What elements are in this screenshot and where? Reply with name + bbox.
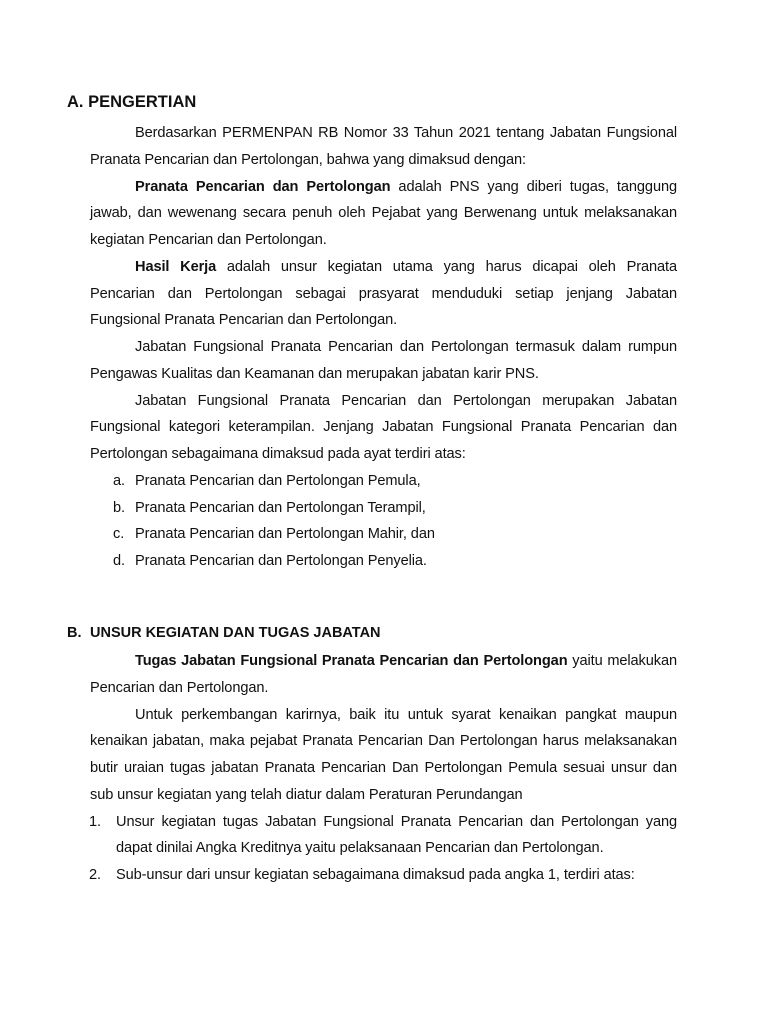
section-b-letter: B.: [67, 625, 82, 641]
unsur-list: [89, 809, 677, 889]
list-marker: 2.: [89, 867, 101, 883]
list-marker: 1.: [89, 813, 101, 830]
term-tugas-jabatan: Tugas Jabatan Fungsional Pranata Pencarian dan Pertolongan: [135, 653, 568, 669]
paragraph-tugas-jabatan: [90, 648, 677, 702]
list-marker: d.: [113, 553, 125, 569]
section-b-heading: [67, 625, 381, 641]
definition-tugas-jabatan: yaitu melakukan Pencarian dan Pertolongan.: [90, 653, 678, 696]
list-marker: c.: [113, 526, 125, 543]
paragraph-definition-hasil-kerja: [90, 254, 677, 334]
paragraph-jenjang: Jabatan Fungsional Pranata Pencarian dan Pertolongan merupakan Jabatan Fungsional kategori keterampilan. Jenjang Jabatan Fungsional Pranata Pencarian dan Pertolongan sebagaimana dimaksud pada ayat terdiri atas:: [90, 392, 677, 462]
section-a-body: [90, 120, 677, 575]
paragraph-rumpun: Jabatan Fungsional Pranata Pencarian dan Pertolongan termasuk dalam rumpun Pengawas Kualitas dan Keamanan dan merupakan jabatan karir PNS.: [90, 339, 677, 382]
list-item-text: Sub-unsur dari unsur kegiatan sebagaimana dimaksud pada angka 1, terdiri atas:: [116, 867, 635, 883]
paragraph-legal-basis: Berdasarkan PERMENPAN RB Nomor 33 Tahun 2021 tentang Jabatan Fungsional Pranata Pencarian dan Pertolongan, bahwa yang dimaksud dengan:: [90, 125, 677, 168]
list-item: [90, 548, 677, 575]
section-a-title: PENGERTIAN: [88, 93, 197, 111]
section-b-body: [90, 648, 677, 889]
list-item: [90, 521, 677, 548]
term-pranata: Pranata Pencarian dan Pertolongan: [135, 178, 391, 195]
list-item: [90, 495, 677, 522]
list-item: [89, 862, 677, 889]
list-item-text: Unsur kegiatan tugas Jabatan Fungsional Pranata Pencarian dan Pertolongan yang dapat dinilai Angka Kreditnya yaitu pelaksanaan Pencarian dan Pertolongan.: [116, 813, 677, 857]
term-hasil-kerja: Hasil Kerja: [135, 258, 217, 275]
list-item: [90, 468, 677, 495]
section-a-heading: [67, 93, 196, 112]
section-b-title: UNSUR KEGIATAN DAN TUGAS JABATAN: [90, 625, 381, 641]
list-item-text: Pranata Pencarian dan Pertolongan Mahir, dan: [135, 526, 435, 543]
paragraph-definition-pranata: [90, 174, 677, 254]
list-marker: b.: [113, 499, 125, 516]
list-marker: a.: [113, 472, 125, 489]
list-item-text: Pranata Pencarian dan Pertolongan Penyelia.: [135, 553, 427, 569]
jenjang-list: [90, 468, 677, 575]
paragraph-perkembangan-karir: Untuk perkembangan karirnya, baik itu untuk syarat kenaikan pangkat maupun kenaikan jabatan, maka pejabat Pranata Pencarian Dan Pertolongan harus melaksanakan butir uraian tugas jabatan Pranata Pencarian Dan Pertolongan Pemula sesuai unsur dan sub unsur kegiatan yang telah diatur dalam Peraturan Perundangan: [90, 706, 677, 803]
list-item: [89, 809, 677, 863]
definition-pranata: adalah PNS yang diberi tugas, tanggung jawab, dan wewenang secara penuh oleh Pejabat yang Berwenang untuk melaksanakan kegiatan Pencarian dan Pertolongan.: [90, 178, 677, 248]
definition-hasil-kerja: adalah unsur kegiatan utama yang harus dicapai oleh Pranata Pencarian dan Pertolongan sebagai prasyarat menduduki setiap jenjang Jabatan Fungsional Pranata Pencarian dan Pertolongan.: [90, 258, 677, 329]
section-a-letter: A.: [67, 93, 84, 111]
list-item-text: Pranata Pencarian dan Pertolongan Terampil,: [135, 499, 426, 516]
list-item-text: Pranata Pencarian dan Pertolongan Pemula,: [135, 472, 421, 489]
